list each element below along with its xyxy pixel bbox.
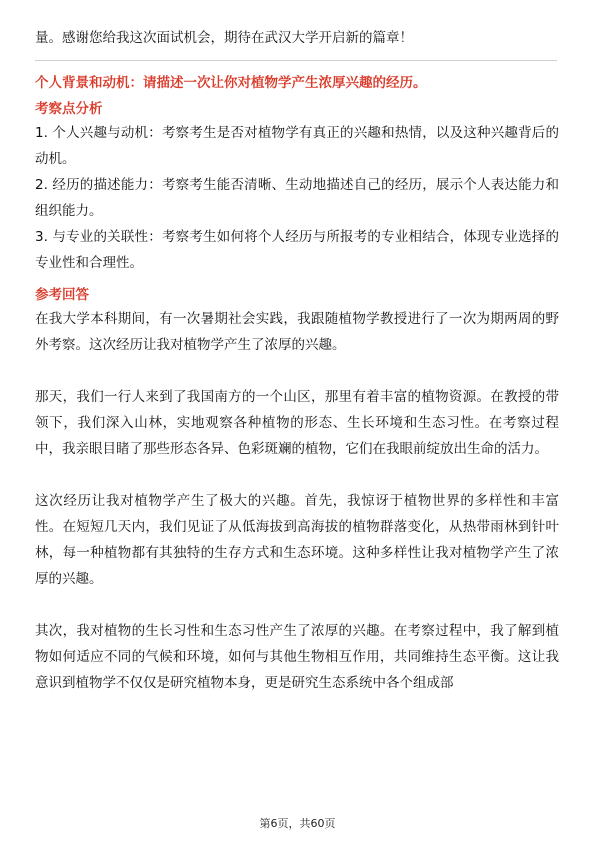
answer-paragraph: 在我大学本科期间，有一次暑期社会实践，我跟随植物学教授进行了一次为期两周的野外考察。这次经历让我对植物学产生了浓厚的兴趣。 [35,311,559,353]
answer-paragraph: 那天，我们一行人来到了我国南方的一个山区，那里有着丰富的植物资源。在教授的带领下，我们深入山林，实地观察各种植物的形态、生长环境和生态习性。在考察过程中，我亲眼目睹了那些形态各异、色彩斑斓的植物，它们在我眼前绽放出生命的活力。 [35,389,559,457]
section-divider [35,60,557,61]
page-number-footer: 第6页，共60页 [259,817,336,830]
answer-paragraph: 其次，我对植物的生长习性和生态习性产生了浓厚的兴趣。在考察过程中，我了解到植物如何适应不同的气候和环境，如何与其他生物相互作用，共同维持生态平衡。这让我意识到植物学不仅仅是研究植物本身，更是研究生态系统中各个组成部 [35,623,559,691]
analysis-item: 3. 与专业的关联性：考察考生如何将个人经历与所报考的专业相结合，体现专业选择的专业性和合理性。 [35,229,559,271]
analysis-item: 2. 经历的描述能力：考察考生能否清晰、生动地描述自己的经历，展示个人表达能力和组织能力。 [35,177,559,219]
analysis-item: 1. 个人兴趣与动机：考察考生是否对植物学有真正的兴趣和热情，以及这种兴趣背后的动机。 [35,125,559,167]
answer-paragraph: 这次经历让我对植物学产生了极大的兴趣。首先，我惊讶于植物世界的多样性和丰富性。在短短几天内，我们见证了从低海拔到高海拔的植物群落变化，从热带雨林到针叶林，每一种植物都有其独特的生存方式和生态环境。这种多样性让我对植物学产生了浓厚的兴趣。 [35,493,559,587]
question-heading: 个人背景和动机：请描述一次让你对植物学产生浓厚兴趣的经历。 [35,75,427,91]
answer-title: 参考回答 [35,287,89,303]
content-body [35,72,559,696]
intro-line: 量。感谢您给我这次面试机会，期待在武汉大学开启新的篇章！ [35,30,413,46]
analysis-title: 考察点分析 [35,101,103,117]
